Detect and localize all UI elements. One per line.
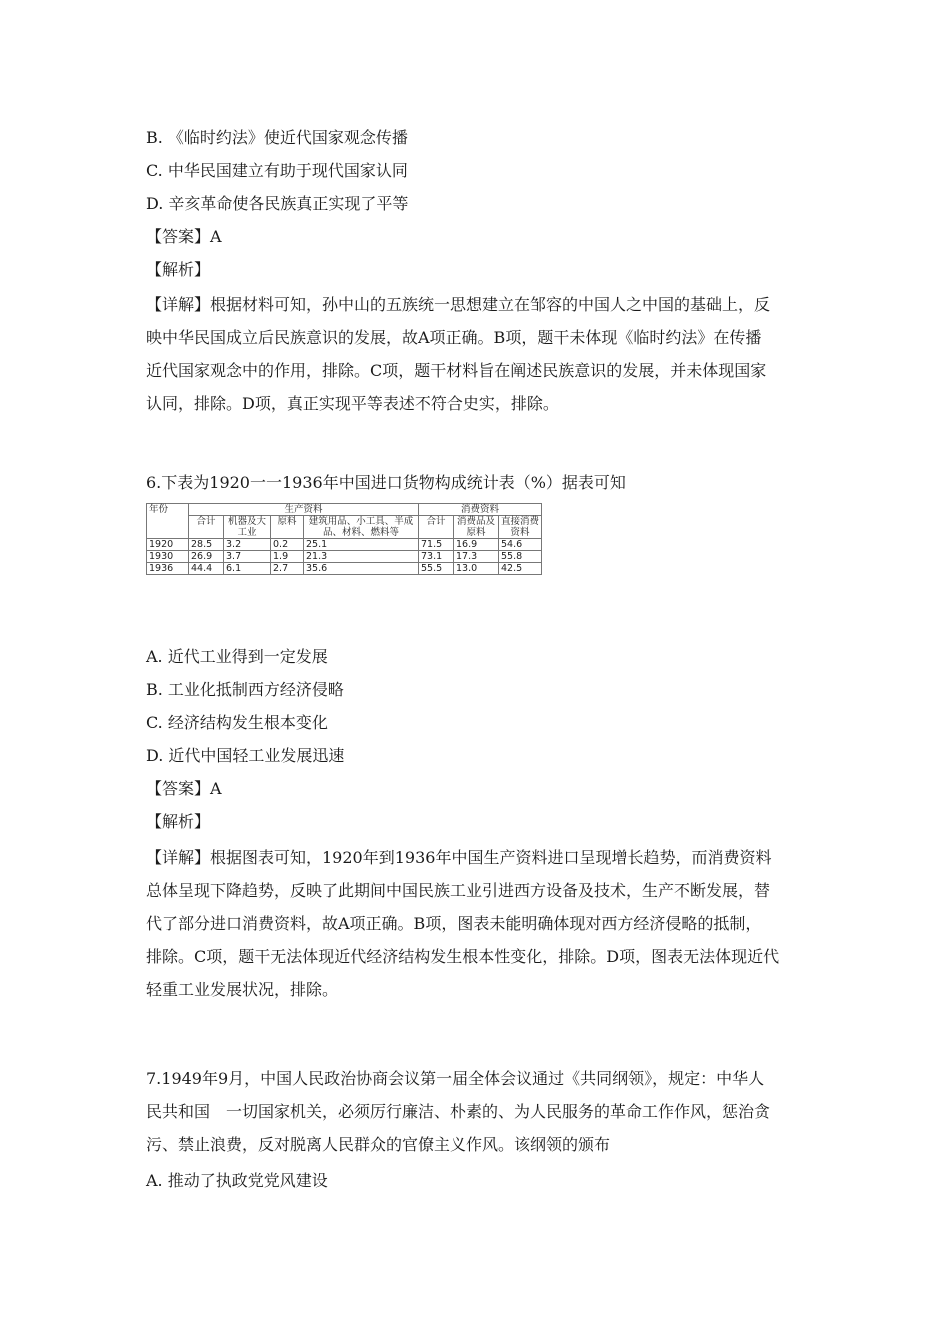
table-subheader: 直接消费资料 [499, 516, 542, 539]
table-cell: 1.9 [271, 551, 304, 563]
q5-detail-line: 认同，排除。D项，真正实现平等表述不符合史实，排除。 [146, 394, 559, 413]
table-cell: 1930 [147, 551, 189, 563]
q6-analysis-label: 【解析】 [146, 812, 211, 831]
table-header-consumer: 消费资料 [419, 504, 542, 516]
table-cell: 6.1 [224, 563, 271, 575]
q6-option-a: A. 近代工业得到一定发展 [146, 647, 328, 666]
table-cell: 54.6 [499, 539, 542, 551]
q6-detail-line: 代了部分进口消费资料，故A项正确。B项，图表未能明确体现对西方经济侵略的抵制， [146, 914, 762, 933]
table-cell: 1936 [147, 563, 189, 575]
table-cell: 2.7 [271, 563, 304, 575]
q6-detail-line: 排除。C项，题干无法体现近代经济结构发生根本性变化，排除。D项，图表无法体现近代 [146, 947, 780, 966]
q6-detail [146, 841, 806, 1006]
q6-detail-line: 【详解】根据图表可知，1920年到1936年中国生产资料进口呈现增长趋势，而消费资料 [146, 848, 772, 867]
table-cell: 42.5 [499, 563, 542, 575]
q7-stem [146, 1062, 806, 1161]
q6-answer: 【答案】A [146, 779, 222, 798]
table-subheader: 合计 [189, 516, 224, 539]
table-cell: 16.9 [454, 539, 499, 551]
q5-option-c: C. 中华民国建立有助于现代国家认同 [146, 161, 408, 180]
table-cell: 3.7 [224, 551, 271, 563]
table-subheader: 原料 [271, 516, 304, 539]
table-cell: 73.1 [419, 551, 454, 563]
q5-option-d: D. 辛亥革命使各民族真正实现了平等 [146, 194, 409, 213]
table-cell: 1920 [147, 539, 189, 551]
q6-detail-line: 总体呈现下降趋势，反映了此期间中国民族工业引进西方设备及技术，生产不断发展，替 [146, 881, 771, 900]
table-row [147, 563, 542, 575]
q5-detail-line: 近代国家观念中的作用，排除。C项，题干材料旨在阐述民族意识的发展，并未体现国家 [146, 361, 767, 380]
table-subheader: 消费品及原料 [454, 516, 499, 539]
table-row [147, 551, 542, 563]
table-cell: 55.5 [419, 563, 454, 575]
q5-detail-line: 【详解】根据材料可知，孙中山的五族统一思想建立在邹容的中国人之中国的基础上，反 [146, 295, 771, 314]
table-cell: 28.5 [189, 539, 224, 551]
q5-detail [146, 288, 806, 420]
table-subheader: 机器及大工业 [224, 516, 271, 539]
table-cell: 0.2 [271, 539, 304, 551]
table-header-production: 生产资料 [189, 504, 419, 516]
q6-detail-line: 轻重工业发展状况，排除。 [146, 980, 339, 999]
table-row [147, 539, 542, 551]
table-cell: 44.4 [189, 563, 224, 575]
q6-option-b: B. 工业化抵制西方经济侵略 [146, 680, 344, 699]
table-cell: 25.1 [304, 539, 419, 551]
table-cell: 13.0 [454, 563, 499, 575]
q6-option-d: D. 近代中国轻工业发展迅速 [146, 746, 345, 765]
table-subheader: 合计 [419, 516, 454, 539]
q5-detail-line: 映中华民国成立后民族意识的发展，故A项正确。B项，题干未体现《临时约法》在传播 [146, 328, 762, 347]
q6-stem: 6.下表为1920一一1936年中国进口货物构成统计表（%）据表可知 [146, 473, 626, 492]
q5-analysis-label: 【解析】 [146, 260, 211, 279]
table-cell: 55.8 [499, 551, 542, 563]
table-subheader: 建筑用品、小工具、半成品、材料、燃料等 [304, 516, 419, 539]
q6-option-c: C. 经济结构发生根本变化 [146, 713, 328, 732]
q7-stem-line: 民共和国 一切国家机关，必须厉行廉洁、朴素的、为人民服务的革命工作作风，惩治贪 [146, 1102, 771, 1121]
table-cell: 21.3 [304, 551, 419, 563]
import-statistics-table [146, 503, 542, 575]
table-cell: 26.9 [189, 551, 224, 563]
q5-option-b: B. 《临时约法》使近代国家观念传播 [146, 128, 408, 147]
table-cell: 17.3 [454, 551, 499, 563]
q7-option-a: A. 推动了执政党党风建设 [146, 1171, 328, 1190]
q7-stem-line: 污、禁止浪费，反对脱离人民群众的官僚主义作风。该纲领的颁布 [146, 1135, 611, 1154]
table-cell: 35.6 [304, 563, 419, 575]
table-header-year: 年份 [147, 504, 189, 539]
q7-stem-line: 7.1949年9月，中国人民政治协商会议第一届全体会议通过《共同纲领》，规定：中华人 [146, 1069, 765, 1088]
table-cell: 3.2 [224, 539, 271, 551]
table-cell: 71.5 [419, 539, 454, 551]
q5-answer: 【答案】A [146, 227, 222, 246]
